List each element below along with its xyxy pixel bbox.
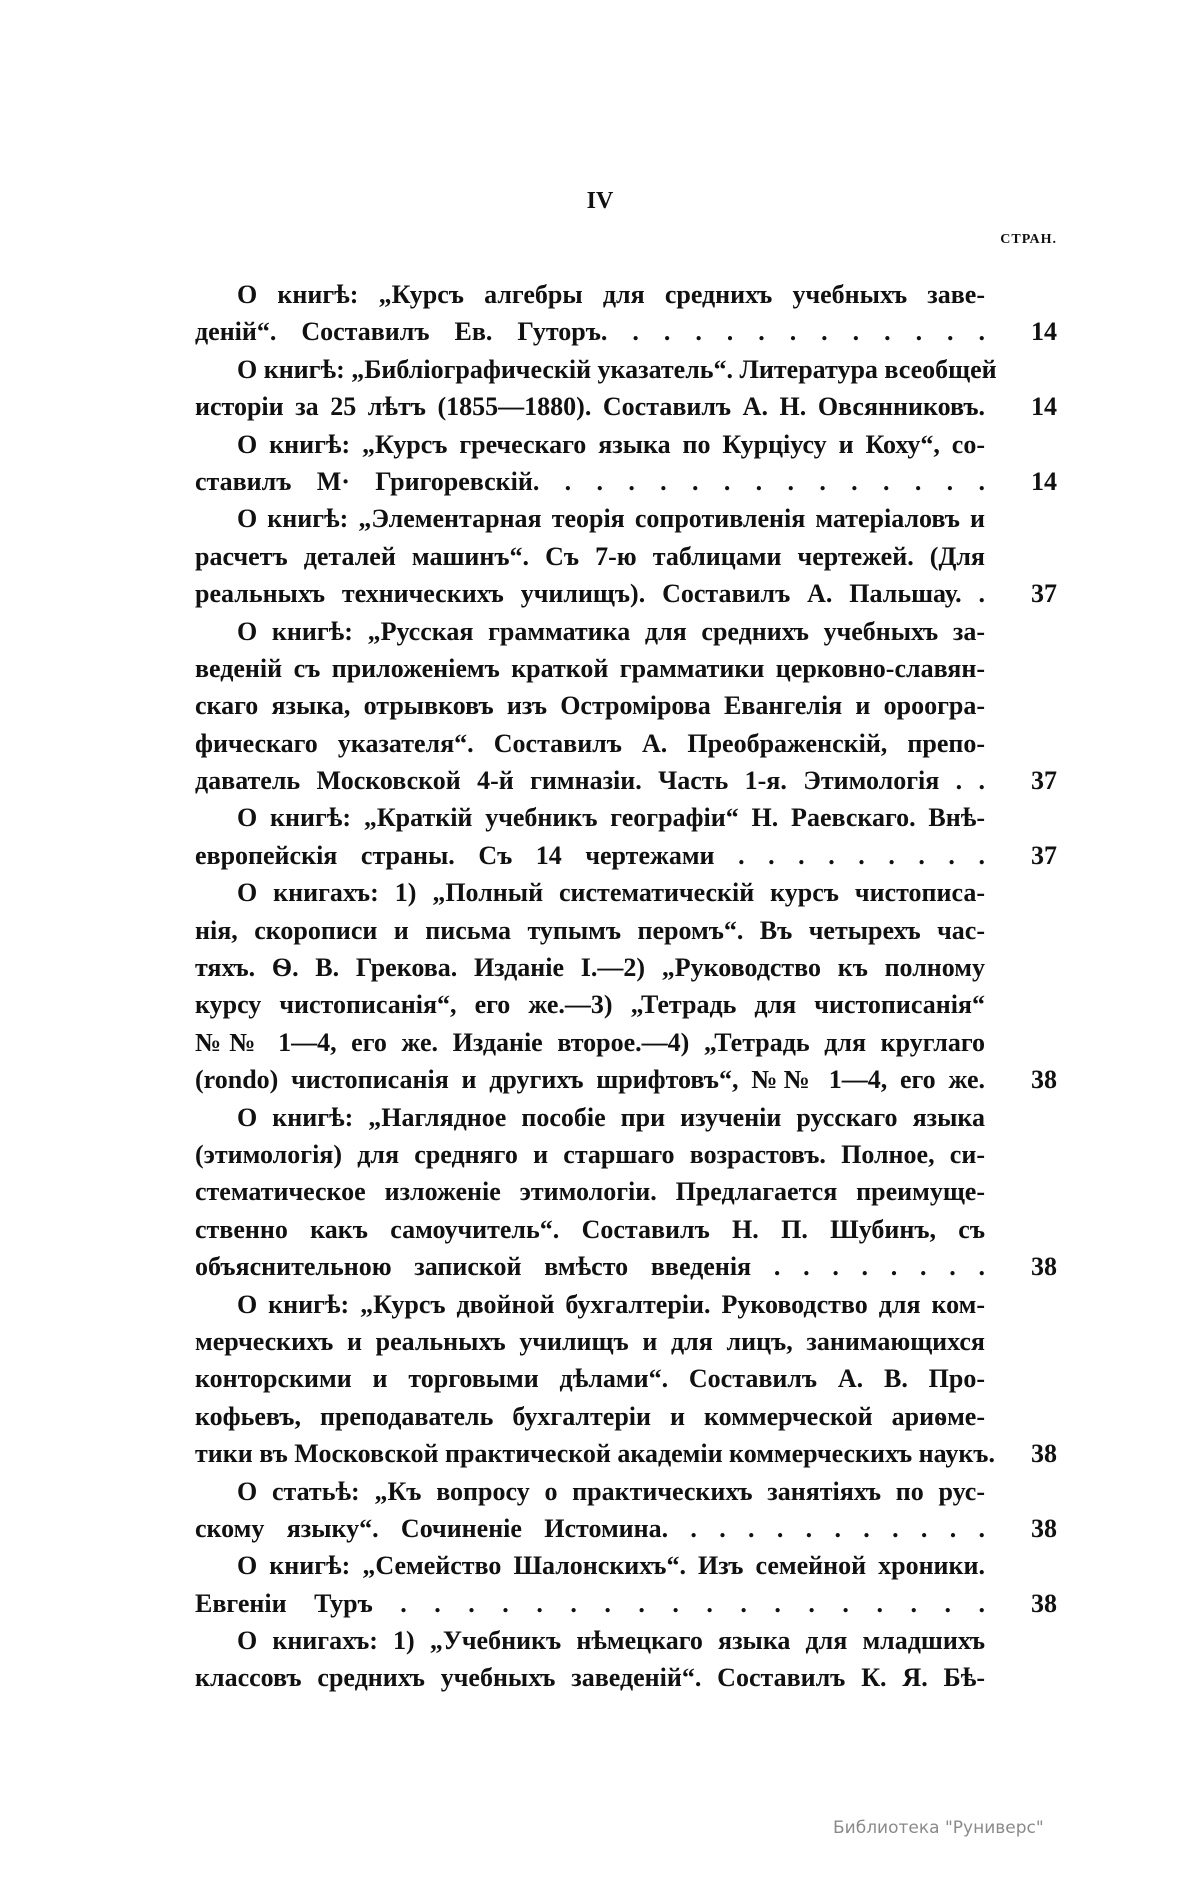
toc-line	[195, 1211, 1057, 1248]
toc-page-number: 14	[1031, 466, 1057, 496]
toc-line	[195, 837, 1057, 874]
toc-page-number: 37	[1031, 766, 1057, 796]
toc-line	[195, 1622, 1057, 1659]
toc-line-text: тики въ Московской практической академіи коммерческихъ наукъ.	[195, 1439, 995, 1469]
toc-line	[195, 799, 1057, 836]
toc-line-text: О книгѣ: „Библіографическій указатель“. Литература всеобщей	[237, 354, 997, 384]
page-folio: IV	[586, 188, 614, 214]
toc-line	[195, 276, 1057, 313]
toc-line	[195, 912, 1057, 949]
toc-line-text: веденій съ приложеніемъ краткой грамматики церковно-славян-	[195, 653, 985, 683]
toc-line-text: реальныхъ техническихъ училищъ). Составилъ А. Пальшау. .	[195, 579, 985, 609]
toc-page-number: 38	[1031, 1065, 1057, 1095]
toc-line-text: мерческихъ и реальныхъ училищъ и для лицъ, занимающихся	[195, 1326, 985, 1356]
toc-page-number: 38	[1031, 1439, 1057, 1469]
toc-line	[195, 1024, 1057, 1061]
toc-line-text: О книгахъ: 1) „Учебникъ нѣмецкаго языка для младшихъ	[237, 1626, 985, 1656]
toc-line	[195, 1510, 1057, 1547]
toc-page-number: 14	[1031, 392, 1057, 422]
toc-line	[195, 1473, 1057, 1510]
toc-page-number: 38	[1031, 1513, 1057, 1543]
toc-line	[195, 986, 1057, 1023]
toc-line	[195, 1248, 1057, 1285]
toc-line	[195, 1061, 1057, 1098]
toc-line	[195, 1585, 1057, 1622]
toc-line	[195, 762, 1057, 799]
toc-line	[195, 949, 1057, 986]
toc-line-text: (rondo) чистописанія и другихъ шрифтовъ“, №№ 1—4, его же.	[195, 1065, 985, 1095]
toc-line-text: О книгѣ: „Курсъ двойной бухгалтеріи. Руководство для ком-	[237, 1289, 985, 1319]
toc-line-text: скому языку“. Сочиненіе Истомина. . . . . . . . . . . .	[195, 1513, 985, 1543]
toc-line-text: О книгѣ: „Семейство Шалонскихъ“. Изъ семейной хроники.	[237, 1551, 985, 1581]
toc-page-number: 38	[1031, 1252, 1057, 1282]
toc-line-text: тяхъ. Ѳ. В. Грекова. Изданіе I.—2) „Руководство къ полному	[195, 953, 985, 983]
toc-line	[195, 1099, 1057, 1136]
toc-line-text: О книгѣ: „Русская грамматика для среднихъ учебныхъ за-	[237, 616, 985, 646]
toc-page-number: 37	[1031, 579, 1057, 609]
toc-line	[195, 1659, 1057, 1696]
toc-line	[195, 1323, 1057, 1360]
toc-line	[195, 1286, 1057, 1323]
toc-line-text: Евгеніи Туръ . . . . . . . . . . . . . . . . . .	[195, 1588, 985, 1618]
toc-line-text: О книгѣ: „Курсъ греческаго языка по Курціусу и Коху“, со-	[237, 429, 985, 459]
toc-line-text: кофьевъ, преподаватель бухгалтеріи и коммерческой ариѳме-	[195, 1401, 985, 1431]
page-column-header: СТРАН.	[1000, 232, 1057, 247]
toc-line-text: скаго языка, отрывковъ изъ Остромірова Евангелія и ороогра-	[195, 691, 985, 721]
table-of-contents	[195, 276, 1057, 1697]
toc-line	[195, 463, 1057, 500]
toc-line	[195, 538, 1057, 575]
toc-line	[195, 351, 1057, 388]
toc-line-text: О книгахъ: 1) „Полный систематическій курсъ чистописа-	[237, 878, 985, 908]
toc-line-text: расчетъ деталей машинъ“. Съ 7-ю таблицами чертежей. (Для	[195, 541, 985, 571]
toc-line	[195, 1435, 1057, 1472]
toc-line	[195, 874, 1057, 911]
toc-line	[195, 1547, 1057, 1584]
library-watermark: Библиотека "Руниверс"	[833, 1818, 1044, 1838]
toc-line-text: объяснительною запиской вмѣсто введенія . . . . . . . .	[195, 1252, 985, 1282]
toc-line	[195, 500, 1057, 537]
toc-line-text: нія, скорописи и письма тупымъ перомъ“. Въ четырехъ час-	[195, 915, 985, 945]
toc-line-text: стематическое изложеніе этимологіи. Предлагается преимуще-	[195, 1177, 985, 1207]
toc-line-text: исторіи за 25 лѣтъ (1855—1880). Составилъ А. Н. Овсянниковъ.	[195, 392, 985, 422]
toc-line-text: О книгѣ: „Краткій учебникъ географіи“ Н. Раевскаго. Внѣ-	[237, 803, 985, 833]
toc-line-text: ставилъ М· Григоревскій. . . . . . . . . . . . . . .	[195, 466, 985, 496]
toc-line	[195, 1398, 1057, 1435]
toc-line-text: даватель Московской 4-й гимназіи. Часть 1-я. Этимологія . .	[195, 766, 985, 796]
toc-line-text: О книгѣ: „Курсъ алгебры для среднихъ учебныхъ заве-	[237, 280, 985, 309]
toc-line-text: ственно какъ самоучитель“. Составилъ Н. П. Шубинъ, съ	[195, 1214, 985, 1244]
toc-line-text: №№ 1—4, его же. Изданіе второе.—4) „Тетрадь для круглаго	[195, 1027, 985, 1057]
toc-line	[195, 613, 1057, 650]
toc-line-text: классовъ среднихъ учебныхъ заведеній“. Составилъ К. Я. Бѣ-	[195, 1663, 985, 1693]
toc-line-text: фическаго указателя“. Составилъ А. Преображенскій, препо-	[195, 728, 985, 758]
toc-line	[195, 650, 1057, 687]
toc-line-text: конторскими и торговыми дѣлами“. Составилъ А. В. Про-	[195, 1364, 985, 1394]
toc-line	[195, 575, 1057, 612]
toc-line	[195, 687, 1057, 724]
toc-line-text: европейскія страны. Съ 14 чертежами . . . . . . . . .	[195, 840, 985, 870]
toc-line	[195, 1173, 1057, 1210]
toc-line	[195, 1360, 1057, 1397]
toc-line	[195, 725, 1057, 762]
toc-line	[195, 426, 1057, 463]
toc-line-text: О статьѣ: „Къ вопросу о практическихъ занятіяхъ по рус-	[237, 1476, 985, 1506]
toc-line-text: курсу чистописанія“, его же.—3) „Тетрадь для чистописанія“	[195, 990, 985, 1020]
toc-line-text: О книгѣ: „Наглядное пособіе при изученіи русскаго языка	[237, 1102, 985, 1132]
toc-page-number: 14	[1031, 317, 1057, 347]
toc-line-text: О книгѣ: „Элементарная теорія сопротивленія матеріаловъ и	[237, 504, 985, 534]
toc-line	[195, 1136, 1057, 1173]
toc-line	[195, 388, 1057, 425]
toc-page-number: 38	[1031, 1588, 1057, 1618]
toc-line	[195, 313, 1057, 350]
toc-line-text: деній“. Составилъ Ев. Гуторъ. . . . . . . . . . . . .	[195, 317, 985, 347]
toc-page-number: 37	[1031, 840, 1057, 870]
toc-line-text: (этимологія) для средняго и старшаго возрастовъ. Полное, си-	[195, 1139, 985, 1169]
